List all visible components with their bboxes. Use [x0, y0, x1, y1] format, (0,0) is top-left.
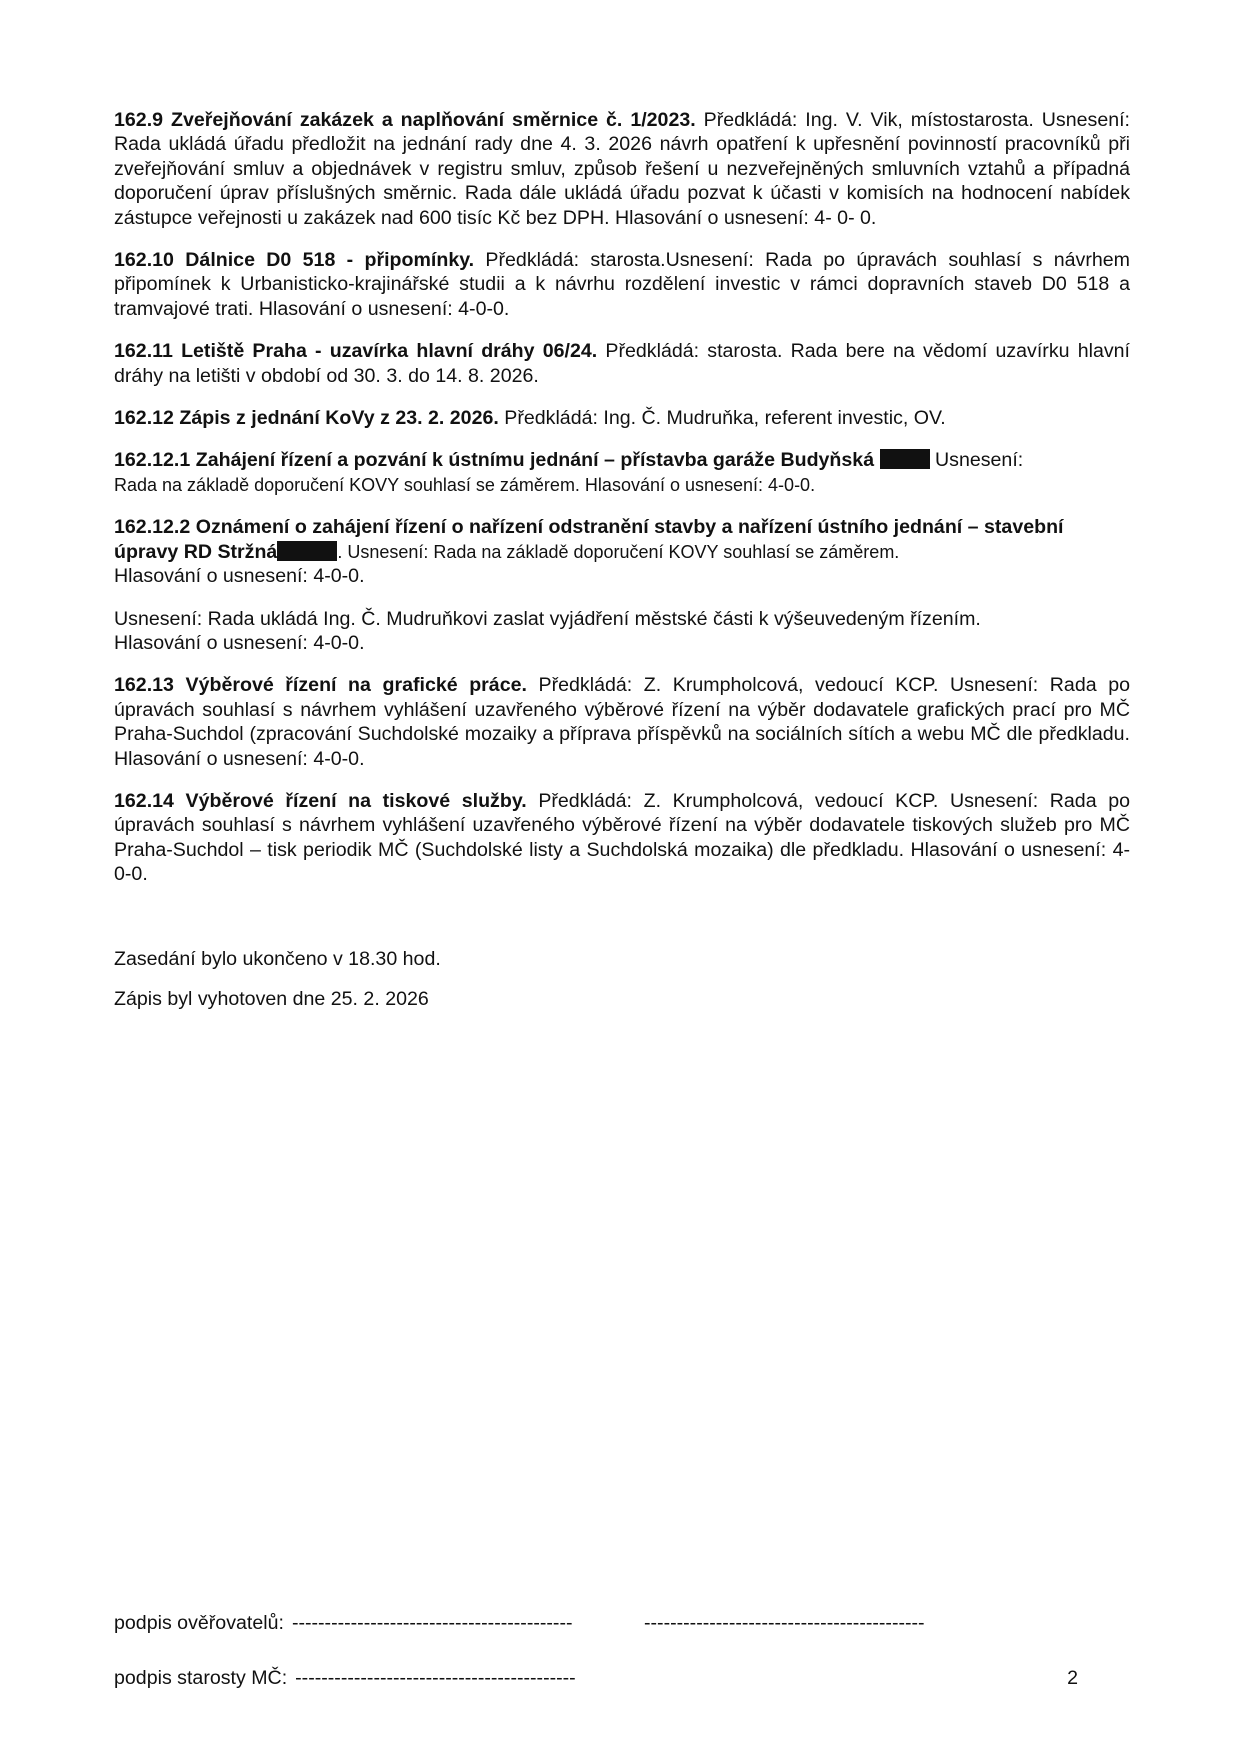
meeting-ended: Zasedání bylo ukončeno v 18.30 hod. — [114, 947, 441, 970]
item-heading: 162.10 Dálnice D0 518 - připomínky. — [114, 249, 475, 272]
item-text: Předkládá: Ing. V. Vik, místostarosta. Usnesení: Rada ukládá úřadu předložit na jednání rady dne 4. 3. 2026 návrh opatření k upřesnění povinností pracovníků při zveřejňování smluv a objednávek v registru smluv, způsob řešení u nezveřejněných smluvních vztahů a případná doporučení úprav příslušných směrnic. Rada dále ukládá úřadu pozvat k účasti v komisích na hodnocení nabídek zástupce veřejnosti u zakázek nad 600 tisíc Kč bez DPH. Hlasování o usnesení: 4- 0- 0. — [114, 109, 1130, 229]
item-text: Předkládá: starosta. Rada bere na vědomí uzavírku hlavní dráhy na letišti v období od 30. 3. do 14. 8. 2026. — [114, 340, 1130, 387]
resolution-note: Usnesení: Rada ukládá Ing. Č. Mudruňkovi zaslat vyjádření městské části k výšeuvedeným řízením. Hlasování o usnesení: 4-0-0. — [114, 607, 981, 654]
item-text: Předkládá: Z. Krumpholcová, vedoucí KCP. Usnesení: Rada po úpravách souhlasí s návrhem vyhlášení uzavřeného výběrové řízení na výběr dodavatele grafických prací pro MČ Praha-Suchdol (zpracování Suchdolské mozaiky a příprava příspěvků na sociálních sítích a webu MČ dle předkladu. Hlasování o usnesení: 4-0-0. — [114, 674, 1130, 770]
item-heading: 162.14 Výběrové řízení na tiskové služby. — [114, 789, 527, 812]
item-162-12-1 — [114, 448, 1130, 497]
signature-line: ------------------------------------------- — [291, 1612, 573, 1634]
item-162-9 — [114, 108, 1130, 230]
minutes-body — [114, 108, 1130, 1027]
item-heading: 162.12.1 Zahájení řízení a pozvání k ústnímu jednání – přístavba garáže Budyňská — [114, 449, 875, 472]
spacer — [114, 905, 1130, 947]
page-number: 2 — [1067, 1667, 1078, 1689]
item-heading: 162.11 Letiště Praha - uzavírka hlavní dráhy 06/24. — [114, 340, 598, 363]
item-heading: 162.12 Zápis z jednání KoVy z 23. 2. 2026. — [114, 407, 499, 430]
item-text: Usnesení: — [929, 449, 1024, 472]
item-text: . Usnesení: Rada na základě doporučení KOVY souhlasí se záměrem. — [337, 541, 900, 562]
item-162-13 — [114, 673, 1130, 771]
item-text: Rada na základě doporučení KOVY souhlasí se záměrem. Hlasování o usnesení: 4-0-0. — [114, 474, 816, 495]
item-heading: 162.13 Výběrové řízení na grafické práce. — [114, 674, 527, 697]
item-162-10 — [114, 248, 1130, 321]
signature-line: ------------------------------------------- — [644, 1612, 925, 1634]
item-text: Předkládá: Z. Krumpholcová, vedoucí KCP. Usnesení: Rada po úpravách souhlasí s návrhem vyhlášení uzavřeného výběrové řízení na výběr dodavatele tiskových služeb pro MČ Praha-Suchdol – tisk periodik MČ (Suchdolské listy a Suchdolská mozaika) dle předkladu. Hlasování o usnesení: 4-0-0. — [114, 789, 1130, 886]
mayor-label: podpis starosty MČ: — [114, 1667, 288, 1689]
item-162-12-2 — [114, 515, 1130, 588]
redacted-block — [277, 541, 337, 561]
verifiers-label: podpis ověřovatelů: — [114, 1612, 284, 1634]
item-text: Předkládá: Ing. Č. Mudruňka, referent investic, OV. — [498, 407, 946, 430]
item-162-12 — [114, 406, 1130, 430]
item-heading: 162.12.2 Oznámení o zahájení řízení o nařízení odstranění stavby a nařízení ústního jednání – stavební úpravy RD Stržná — [114, 516, 1064, 563]
item-text: Hlasování o usnesení: 4-0-0. — [114, 565, 365, 588]
redacted-block — [880, 449, 930, 469]
item-heading: 162.9 Zveřejňování zakázek a naplňování směrnice č. 1/2023. — [114, 109, 696, 131]
signature-line: ------------------------------------------- — [295, 1667, 576, 1689]
item-text: Předkládá: starosta.Usnesení: Rada po úpravách souhlasí s návrhem připomínek k Urbanisticko-krajinářské studii a k návrhu rozdělení investic v rámci dopravních staveb D0 518 a tramvajové trati. Hlasování o usnesení: 4-0-0. — [114, 249, 1130, 320]
minutes-written-date: Zápis byl vyhotoven dne 25. 2. 2026 — [114, 987, 429, 1010]
signature-verifiers — [114, 1611, 1130, 1635]
signature-mayor — [114, 1666, 1130, 1690]
item-162-14 — [114, 789, 1130, 887]
item-162-11 — [114, 339, 1130, 388]
